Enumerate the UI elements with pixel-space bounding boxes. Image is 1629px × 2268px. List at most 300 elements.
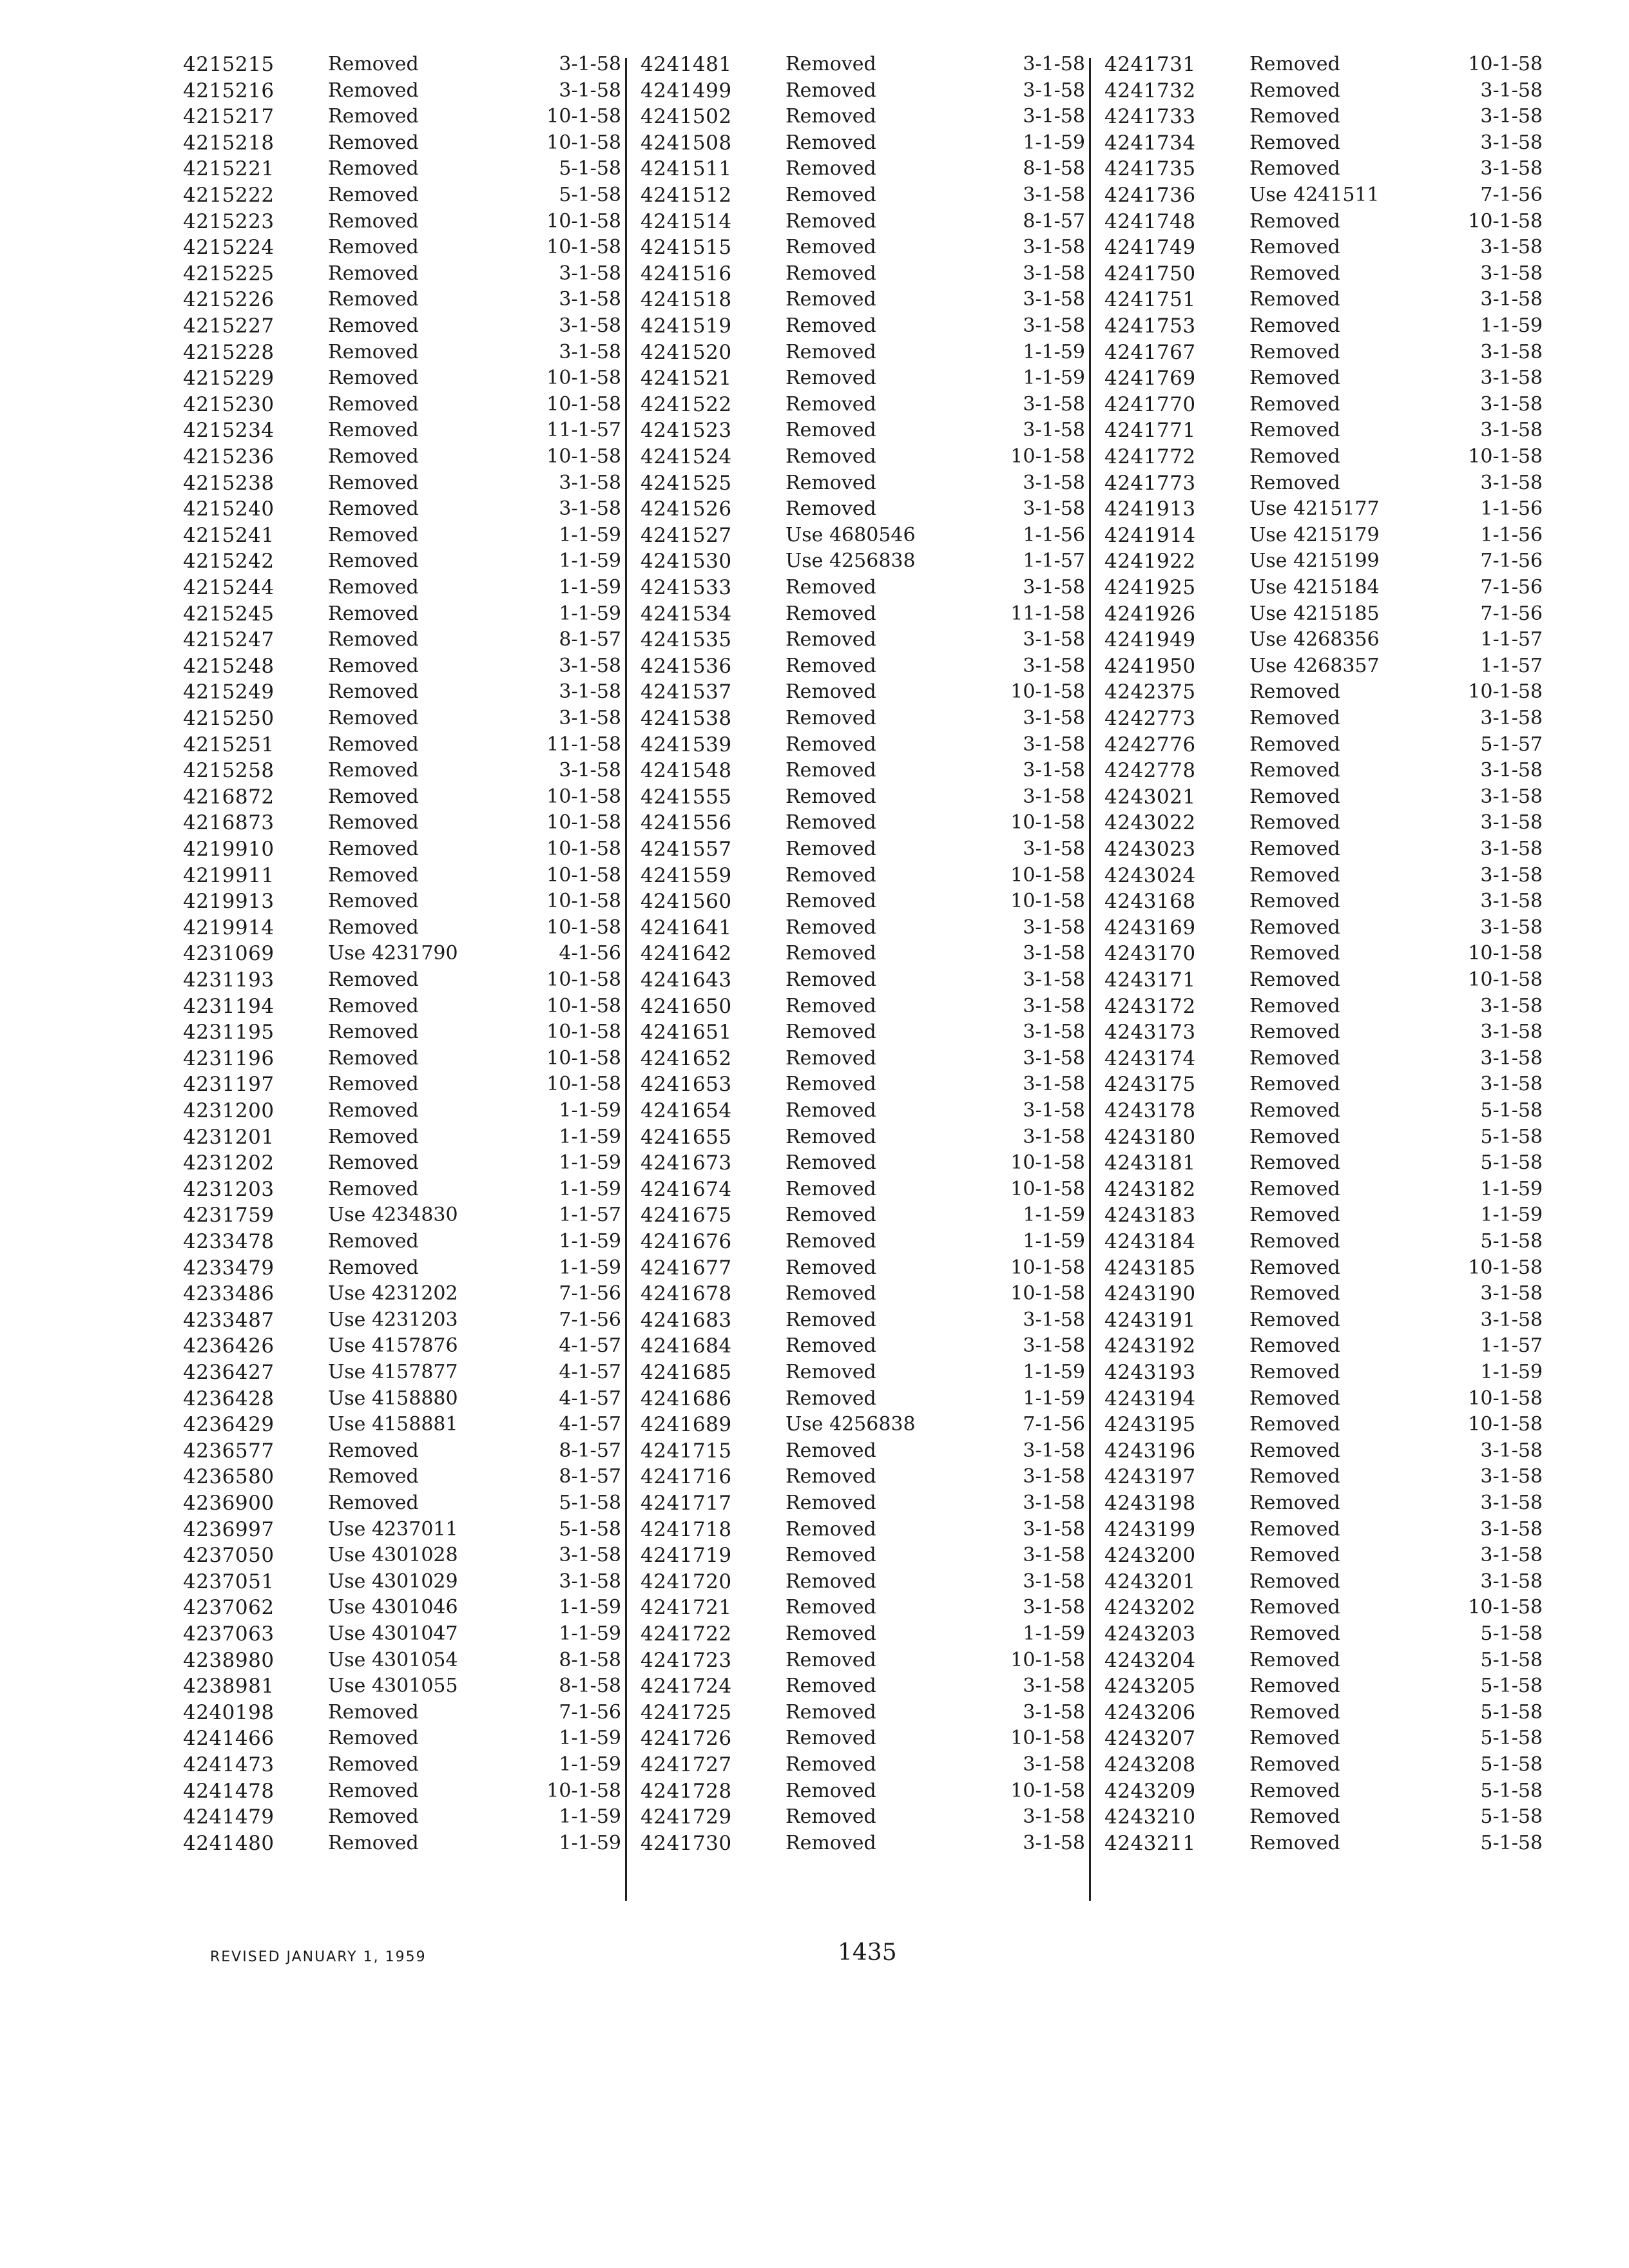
status: Removed (786, 445, 876, 468)
table-row (641, 1046, 1085, 1072)
part-number: 4231197 (183, 1073, 275, 1097)
table-row (183, 1831, 621, 1857)
status: Removed (328, 680, 419, 704)
status: Use 4268356 (1249, 628, 1380, 651)
effective-date: 3-1-58 (559, 497, 621, 521)
status: Removed (1249, 1753, 1340, 1776)
part-number: 4231201 (183, 1125, 275, 1149)
effective-date: 3-1-58 (1023, 968, 1085, 991)
table-row (1104, 1307, 1543, 1334)
part-number: 4238980 (183, 1648, 275, 1672)
status: Removed (328, 968, 419, 991)
effective-date: 3-1-58 (1480, 340, 1543, 363)
status: Removed (1249, 1334, 1340, 1358)
part-number: 4215240 (183, 497, 275, 521)
part-number: 4241724 (641, 1675, 732, 1698)
status: Removed (1249, 1073, 1340, 1096)
effective-date: 3-1-58 (1023, 994, 1085, 1017)
part-number: 4233478 (183, 1230, 275, 1253)
status: Removed (328, 157, 419, 180)
effective-date: 10-1-58 (1468, 1413, 1543, 1436)
table-row (641, 261, 1085, 287)
status: Use 4231202 (328, 1282, 458, 1305)
status: Use 4256838 (786, 1413, 916, 1436)
status: Use 4241511 (1249, 184, 1380, 206)
effective-date: 1-1-59 (1023, 1622, 1085, 1645)
table-row (1104, 967, 1543, 994)
table-row (183, 1412, 621, 1438)
status: Removed (786, 184, 876, 206)
status: Removed (786, 994, 876, 1017)
table-row (641, 470, 1085, 497)
table-row (641, 1255, 1085, 1282)
table-row (1104, 1019, 1543, 1046)
part-number: 4241727 (641, 1753, 732, 1776)
effective-date: 3-1-58 (1023, 1596, 1085, 1619)
table-row (641, 1412, 1085, 1438)
table-row (1104, 863, 1543, 889)
effective-date: 1-1-59 (559, 1622, 621, 1645)
effective-date: 10-1-58 (546, 994, 621, 1017)
table-row (641, 1386, 1085, 1412)
status: Removed (1249, 53, 1340, 75)
part-number: 4241686 (641, 1387, 732, 1410)
status: Removed (786, 968, 876, 991)
table-row (183, 810, 621, 836)
part-number: 4241473 (183, 1753, 275, 1776)
effective-date: 8-1-57 (559, 628, 621, 651)
table-row (183, 340, 621, 366)
table-row (641, 889, 1085, 915)
table-row (183, 1621, 621, 1648)
column-1 (183, 52, 621, 1907)
part-number: 4241652 (641, 1046, 732, 1070)
part-number: 4241677 (641, 1256, 732, 1280)
part-number: 4242375 (1104, 680, 1196, 704)
effective-date: 3-1-58 (1480, 1308, 1543, 1331)
table-row (183, 1333, 621, 1360)
status: Use 4215199 (1249, 550, 1380, 573)
part-number: 4215223 (183, 209, 275, 233)
table-row (183, 1046, 621, 1072)
table-row (641, 1752, 1085, 1778)
status: Removed (328, 1256, 419, 1279)
part-number: 4241560 (641, 890, 732, 914)
table-row (1104, 548, 1543, 575)
effective-date: 10-1-58 (1010, 890, 1085, 913)
part-number: 4231069 (183, 942, 275, 966)
effective-date: 3-1-58 (1480, 236, 1543, 259)
effective-date: 10-1-58 (546, 968, 621, 991)
effective-date: 3-1-58 (1480, 1570, 1543, 1593)
status: Removed (786, 628, 876, 651)
part-number: 4241499 (641, 79, 732, 102)
part-number: 4243211 (1104, 1831, 1196, 1855)
effective-date: 3-1-58 (1480, 811, 1543, 834)
table-row (641, 1517, 1085, 1543)
table-row (641, 1804, 1085, 1831)
effective-date: 3-1-58 (559, 654, 621, 677)
table-row (183, 1778, 621, 1805)
table-row (183, 653, 621, 680)
status: Removed (1249, 1805, 1340, 1829)
status: Removed (328, 1831, 419, 1854)
status: Removed (1249, 1387, 1340, 1410)
status: Removed (1249, 1831, 1340, 1854)
effective-date: 5-1-58 (1480, 1099, 1543, 1122)
status: Removed (786, 471, 876, 494)
part-number: 4243194 (1104, 1387, 1196, 1410)
table-row (1104, 1804, 1543, 1831)
status: Removed (1249, 1727, 1340, 1750)
table-row (183, 1595, 621, 1621)
column-divider (1089, 58, 1091, 1901)
status: Removed (786, 707, 876, 729)
part-number: 4241773 (1104, 471, 1196, 495)
status: Removed (786, 1151, 876, 1175)
table-row (1104, 1150, 1543, 1177)
column-3 (1104, 52, 1543, 1907)
part-number: 4233486 (183, 1282, 275, 1306)
part-number: 4233479 (183, 1256, 275, 1280)
status: Removed (786, 1387, 876, 1410)
table-row (641, 1307, 1085, 1334)
part-number: 4237063 (183, 1622, 275, 1646)
status: Use 4237011 (328, 1517, 458, 1541)
table-row (641, 941, 1085, 967)
part-number: 4241519 (641, 314, 732, 338)
table-row (183, 1019, 621, 1046)
status: Removed (786, 1361, 876, 1383)
part-number: 4241678 (641, 1282, 732, 1306)
effective-date: 3-1-58 (1023, 759, 1085, 782)
effective-date: 5-1-58 (1480, 1151, 1543, 1175)
status: Removed (328, 340, 419, 363)
table-row (641, 1098, 1085, 1124)
effective-date: 10-1-58 (546, 236, 621, 259)
column-2 (641, 52, 1085, 1907)
table-row (183, 784, 621, 811)
effective-date: 10-1-58 (546, 890, 621, 913)
effective-date: 3-1-58 (1023, 314, 1085, 337)
effective-date: 10-1-58 (1468, 209, 1543, 233)
part-number: 4215230 (183, 392, 275, 416)
effective-date: 5-1-58 (1480, 1622, 1543, 1645)
status: Removed (1249, 1570, 1340, 1593)
status: Use 4301028 (328, 1544, 458, 1567)
part-number: 4215258 (183, 759, 275, 783)
status: Removed (328, 53, 419, 75)
effective-date: 3-1-58 (559, 288, 621, 311)
table-row (641, 235, 1085, 261)
part-number: 4215228 (183, 340, 275, 364)
part-number: 4241650 (641, 994, 732, 1018)
part-number: 4231195 (183, 1021, 275, 1044)
table-row (641, 130, 1085, 157)
part-number: 4237062 (183, 1596, 275, 1620)
effective-date: 1-1-59 (559, 550, 621, 573)
status: Removed (328, 785, 419, 808)
effective-date: 10-1-58 (1468, 1256, 1543, 1279)
table-row (641, 601, 1085, 628)
effective-date: 3-1-58 (1480, 1046, 1543, 1070)
status: Removed (1249, 1622, 1340, 1645)
table-row (1104, 758, 1543, 784)
part-number: 4241524 (641, 445, 732, 468)
table-row (183, 392, 621, 418)
effective-date: 10-1-58 (546, 1046, 621, 1070)
status: Removed (328, 733, 419, 756)
effective-date: 3-1-58 (1480, 838, 1543, 860)
effective-date: 7-1-56 (1023, 1413, 1085, 1436)
table-row (183, 235, 621, 261)
part-number: 4241689 (641, 1413, 732, 1437)
part-number: 4241511 (641, 157, 732, 181)
effective-date: 1-1-57 (1480, 1334, 1543, 1358)
status: Removed (1249, 1308, 1340, 1331)
table-row (1104, 78, 1543, 104)
effective-date: 7-1-56 (1480, 184, 1543, 206)
table-row (183, 1202, 621, 1229)
table-row (183, 313, 621, 340)
table-row (1104, 1386, 1543, 1412)
status: Removed (786, 733, 876, 756)
part-number: 4236427 (183, 1361, 275, 1384)
status: Removed (1249, 863, 1340, 887)
table-row (1104, 340, 1543, 366)
effective-date: 1-1-59 (559, 1125, 621, 1148)
table-row (183, 1673, 621, 1700)
effective-date: 8-1-58 (559, 1648, 621, 1671)
part-number: 4219913 (183, 890, 275, 914)
effective-date: 3-1-58 (559, 314, 621, 337)
part-number: 4215222 (183, 184, 275, 207)
table-row (183, 130, 621, 157)
status: Removed (786, 890, 876, 913)
status: Removed (328, 890, 419, 913)
table-row (641, 1490, 1085, 1517)
effective-date: 3-1-58 (1480, 994, 1543, 1017)
effective-date: 7-1-56 (559, 1308, 621, 1331)
table-row (641, 313, 1085, 340)
status: Removed (786, 209, 876, 233)
effective-date: 3-1-58 (559, 1544, 621, 1567)
effective-date: 3-1-58 (1023, 628, 1085, 651)
part-number: 4231203 (183, 1177, 275, 1201)
table-row (641, 653, 1085, 680)
effective-date: 5-1-58 (1480, 1648, 1543, 1671)
status: Removed (786, 1204, 876, 1227)
table-row (183, 209, 621, 235)
effective-date: 5-1-58 (1480, 1805, 1543, 1829)
status: Removed (1249, 785, 1340, 808)
effective-date: 3-1-58 (1023, 1334, 1085, 1358)
effective-date: 3-1-58 (1023, 1046, 1085, 1070)
effective-date: 4-1-57 (559, 1387, 621, 1410)
status: Use 4234830 (328, 1204, 458, 1227)
table-row (183, 836, 621, 863)
effective-date: 5-1-58 (559, 1517, 621, 1541)
part-number: 4243180 (1104, 1125, 1196, 1149)
table-row (183, 496, 621, 523)
part-number: 4243191 (1104, 1308, 1196, 1332)
table-row (641, 104, 1085, 130)
part-number: 4241535 (641, 628, 732, 652)
part-number: 4243175 (1104, 1073, 1196, 1097)
status: Removed (786, 1125, 876, 1148)
part-number: 4241655 (641, 1125, 732, 1149)
table-row (1104, 732, 1543, 758)
effective-date: 7-1-56 (559, 1282, 621, 1305)
status: Removed (328, 471, 419, 494)
effective-date: 4-1-57 (559, 1361, 621, 1383)
table-row (1104, 1648, 1543, 1674)
effective-date: 10-1-58 (1468, 1387, 1543, 1410)
table-row (183, 1177, 621, 1203)
effective-date: 1-1-59 (559, 523, 621, 546)
part-number: 4241725 (641, 1700, 732, 1724)
effective-date: 3-1-58 (1023, 1073, 1085, 1096)
part-number: 4243197 (1104, 1465, 1196, 1489)
part-number: 4241673 (641, 1151, 732, 1175)
status: Use 4158881 (328, 1413, 458, 1436)
status: Removed (786, 1282, 876, 1305)
part-number: 4241751 (1104, 288, 1196, 312)
part-number: 4243195 (1104, 1413, 1196, 1437)
status: Removed (328, 1021, 419, 1044)
part-number: 4241926 (1104, 602, 1196, 626)
part-number: 4241559 (641, 863, 732, 887)
table-row (641, 627, 1085, 653)
table-row (1104, 287, 1543, 313)
effective-date: 3-1-58 (1480, 1517, 1543, 1541)
part-number: 4243203 (1104, 1622, 1196, 1646)
part-number: 4237050 (183, 1544, 275, 1568)
status: Removed (1249, 1648, 1340, 1671)
status: Removed (1249, 1544, 1340, 1567)
part-number: 4242776 (1104, 733, 1196, 756)
table-row (641, 209, 1085, 235)
status: Use 4301047 (328, 1622, 458, 1645)
effective-date: 10-1-58 (546, 811, 621, 834)
effective-date: 3-1-58 (1023, 1465, 1085, 1488)
effective-date: 5-1-58 (1480, 1675, 1543, 1698)
status: Removed (328, 994, 419, 1017)
status: Removed (786, 576, 876, 599)
part-number: 4243198 (1104, 1492, 1196, 1515)
table-row (183, 104, 621, 130)
part-number: 4241734 (1104, 131, 1196, 155)
status: Removed (1249, 890, 1340, 913)
status: Removed (786, 314, 876, 337)
effective-date: 10-1-58 (546, 1073, 621, 1096)
effective-date: 1-1-59 (559, 1596, 621, 1619)
table-row (1104, 1700, 1543, 1726)
status: Removed (1249, 942, 1340, 965)
part-number: 4241719 (641, 1544, 732, 1568)
effective-date: 5-1-58 (1480, 1700, 1543, 1724)
table-row (1104, 1438, 1543, 1465)
part-number: 4219914 (183, 916, 275, 939)
effective-date: 3-1-58 (1480, 367, 1543, 390)
table-row (1104, 1098, 1543, 1124)
table-row (183, 1752, 621, 1778)
table-row (641, 1621, 1085, 1648)
effective-date: 5-1-58 (1480, 1125, 1543, 1148)
status: Removed (786, 262, 876, 285)
table-row (183, 967, 621, 994)
table-row (183, 732, 621, 758)
effective-date: 10-1-58 (546, 392, 621, 416)
table-row (183, 941, 621, 967)
status: Removed (786, 1099, 876, 1122)
table-row (641, 1360, 1085, 1386)
part-number: 4241522 (641, 392, 732, 416)
part-number: 4241753 (1104, 314, 1196, 338)
effective-date: 3-1-58 (1480, 288, 1543, 311)
status: Removed (1249, 367, 1340, 390)
part-number: 4241514 (641, 209, 732, 233)
status: Removed (1249, 1204, 1340, 1227)
table-row (183, 1124, 621, 1151)
status: Use 4301055 (328, 1675, 458, 1698)
part-number: 4243185 (1104, 1256, 1196, 1280)
effective-date: 10-1-58 (546, 785, 621, 808)
table-row (183, 601, 621, 628)
effective-date: 10-1-58 (1010, 1256, 1085, 1279)
part-number: 4241730 (641, 1831, 732, 1855)
part-number: 4241729 (641, 1805, 732, 1829)
effective-date: 4-1-57 (559, 1413, 621, 1436)
table-row (1104, 392, 1543, 418)
table-row (1104, 1281, 1543, 1307)
effective-date: 3-1-58 (1480, 1544, 1543, 1567)
part-number: 4241750 (1104, 262, 1196, 285)
table-row (641, 1831, 1085, 1857)
status: Removed (328, 1439, 419, 1462)
status: Removed (786, 916, 876, 939)
table-row (1104, 1255, 1543, 1282)
status: Removed (1249, 105, 1340, 128)
part-number: 4215236 (183, 445, 275, 468)
effective-date: 8-1-58 (559, 1675, 621, 1698)
effective-date: 5-1-58 (559, 184, 621, 206)
status: Removed (1249, 340, 1340, 363)
effective-date: 3-1-58 (1480, 1021, 1543, 1044)
status: Removed (328, 1727, 419, 1750)
part-number: 4241653 (641, 1073, 732, 1097)
table-row (183, 627, 621, 653)
table-row (641, 1648, 1085, 1674)
part-number: 4241731 (1104, 53, 1196, 76)
effective-date: 3-1-58 (1023, 1831, 1085, 1854)
status: Removed (1249, 759, 1340, 782)
part-number: 4243207 (1104, 1727, 1196, 1751)
effective-date: 10-1-58 (1010, 445, 1085, 468)
status: Removed (786, 1439, 876, 1462)
status: Removed (1249, 733, 1340, 756)
effective-date: 3-1-58 (1480, 471, 1543, 494)
status: Removed (786, 680, 876, 704)
effective-date: 8-1-57 (1023, 209, 1085, 233)
effective-date: 1-1-59 (559, 1805, 621, 1829)
effective-date: 10-1-58 (546, 131, 621, 154)
table-row (183, 287, 621, 313)
effective-date: 3-1-58 (559, 79, 621, 102)
part-number: 4231196 (183, 1046, 275, 1070)
effective-date: 3-1-58 (1480, 707, 1543, 729)
part-number: 4241732 (1104, 79, 1196, 102)
